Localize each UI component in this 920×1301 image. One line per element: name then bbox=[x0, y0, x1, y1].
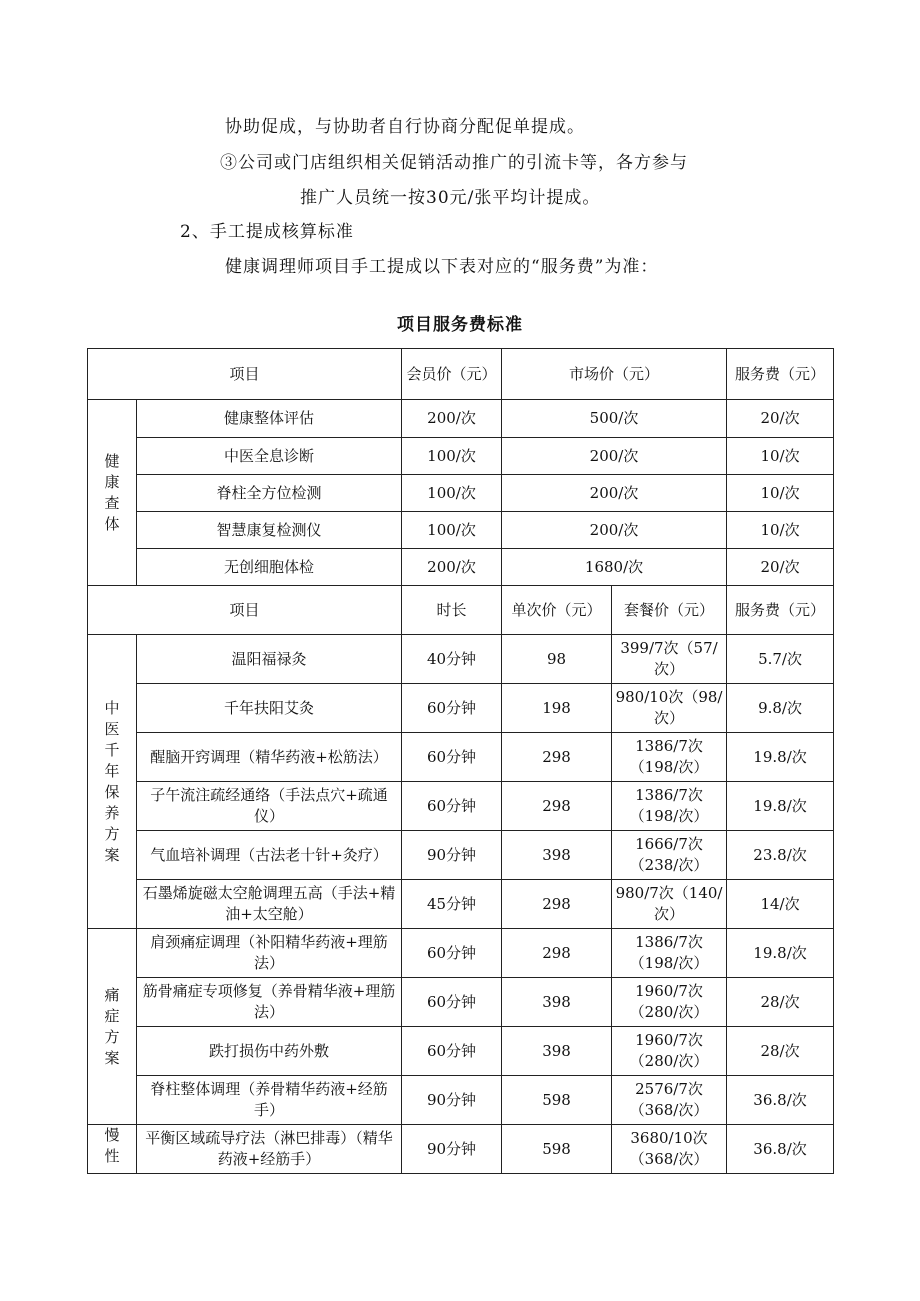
service-fee: 19.8/次 bbox=[727, 733, 834, 782]
package-price: 3680/10次（368/次） bbox=[612, 1125, 727, 1174]
paragraph-line-5: 健康调理师项目手工提成以下表对应的“服务费”为准： bbox=[225, 257, 659, 277]
item-name: 平衡区域疏导疗法（淋巴排毒）（精华药液+经筋手） bbox=[137, 1125, 402, 1174]
package-price: 1960/7次（280/次） bbox=[612, 978, 727, 1027]
single-price: 398 bbox=[502, 978, 612, 1027]
item-name: 子午流注疏经通络（手法点穴+疏通仪） bbox=[137, 782, 402, 831]
duration: 60分钟 bbox=[402, 782, 502, 831]
package-price: 980/7次（140/次） bbox=[612, 880, 727, 929]
table-row bbox=[88, 880, 834, 929]
single-price: 598 bbox=[502, 1076, 612, 1125]
single-price: 98 bbox=[502, 635, 612, 684]
service-fee: 23.8/次 bbox=[727, 831, 834, 880]
duration: 60分钟 bbox=[402, 733, 502, 782]
item-name: 肩颈痛症调理（补阳精华药液+理筋法） bbox=[137, 929, 402, 978]
table-row bbox=[88, 438, 834, 475]
single-price: 598 bbox=[502, 1125, 612, 1174]
header-duration: 时长 bbox=[402, 586, 502, 635]
table-row bbox=[88, 684, 834, 733]
item-name: 石墨烯旋磁太空舱调理五高（手法+精油+太空舱） bbox=[137, 880, 402, 929]
header-market-price: 市场价（元） bbox=[502, 349, 727, 400]
service-fee: 5.7/次 bbox=[727, 635, 834, 684]
single-price: 398 bbox=[502, 1027, 612, 1076]
header-service-fee: 服务费（元） bbox=[727, 586, 834, 635]
item-name: 筋骨痛症专项修复（养骨精华液+理筋法） bbox=[137, 978, 402, 1027]
duration: 90分钟 bbox=[402, 1076, 502, 1125]
market-price: 200/次 bbox=[502, 475, 727, 512]
item-name: 无创细胞体检 bbox=[137, 549, 402, 586]
market-price: 500/次 bbox=[502, 400, 727, 438]
group-label-text: 慢性 bbox=[104, 1126, 120, 1165]
service-fee: 28/次 bbox=[727, 978, 834, 1027]
table-row bbox=[88, 512, 834, 549]
service-fee: 19.8/次 bbox=[727, 929, 834, 978]
item-name: 智慧康复检测仪 bbox=[137, 512, 402, 549]
item-name: 脊柱整体调理（养骨精华药液+经筋手） bbox=[137, 1076, 402, 1125]
service-fee: 36.8/次 bbox=[727, 1125, 834, 1174]
table-row bbox=[88, 635, 834, 684]
item-name: 跌打损伤中药外敷 bbox=[137, 1027, 402, 1076]
service-fee: 19.8/次 bbox=[727, 782, 834, 831]
single-price: 198 bbox=[502, 684, 612, 733]
single-price: 298 bbox=[502, 929, 612, 978]
table-row bbox=[88, 1027, 834, 1076]
table-row bbox=[88, 782, 834, 831]
table-title: 项目服务费标准 bbox=[397, 315, 523, 335]
member-price: 100/次 bbox=[402, 475, 502, 512]
single-price: 298 bbox=[502, 880, 612, 929]
table-row bbox=[88, 831, 834, 880]
item-name: 醒脑开窍调理（精华药液+松筋法） bbox=[137, 733, 402, 782]
section-heading: 2、手工提成核算标准 bbox=[180, 222, 354, 242]
table-row bbox=[88, 929, 834, 978]
service-fee: 9.8/次 bbox=[727, 684, 834, 733]
single-price: 398 bbox=[502, 831, 612, 880]
market-price: 200/次 bbox=[502, 512, 727, 549]
header-package-price: 套餐价（元） bbox=[612, 586, 727, 635]
package-price: 2576/7次（368/次） bbox=[612, 1076, 727, 1125]
service-fee: 10/次 bbox=[727, 475, 834, 512]
package-price: 399/7次（57/次） bbox=[612, 635, 727, 684]
paragraph-line-2: ③公司或门店组织相关促销活动推广的引流卡等，各方参与 bbox=[220, 153, 688, 173]
group-label-text: 健康查体 bbox=[104, 451, 120, 533]
duration: 60分钟 bbox=[402, 929, 502, 978]
single-price: 298 bbox=[502, 733, 612, 782]
duration: 90分钟 bbox=[402, 831, 502, 880]
item-name: 脊柱全方位检测 bbox=[137, 475, 402, 512]
group-label-tcm bbox=[88, 635, 137, 929]
package-price: 1386/7次（198/次） bbox=[612, 929, 727, 978]
header-service-fee: 服务费（元） bbox=[727, 349, 834, 400]
table-row bbox=[88, 978, 834, 1027]
table-row bbox=[88, 475, 834, 512]
service-fee-table bbox=[87, 348, 834, 1174]
package-price: 980/10次（98/次） bbox=[612, 684, 727, 733]
item-name: 温阳福禄灸 bbox=[137, 635, 402, 684]
group-label-text: 痛症方案 bbox=[104, 985, 120, 1067]
member-price: 100/次 bbox=[402, 512, 502, 549]
header-single-price: 单次价（元） bbox=[502, 586, 612, 635]
duration: 60分钟 bbox=[402, 684, 502, 733]
service-fee: 20/次 bbox=[727, 549, 834, 586]
group-label-text: 中医千年保养方案 bbox=[104, 698, 120, 864]
group-label-chronic bbox=[88, 1125, 137, 1174]
paragraph-line-3: 推广人员统一按30元/张平均计提成。 bbox=[300, 188, 601, 208]
table-row bbox=[88, 733, 834, 782]
table-row bbox=[88, 549, 834, 586]
market-price: 200/次 bbox=[502, 438, 727, 475]
duration: 60分钟 bbox=[402, 1027, 502, 1076]
service-fee: 10/次 bbox=[727, 512, 834, 549]
duration: 40分钟 bbox=[402, 635, 502, 684]
package-price: 1960/7次（280/次） bbox=[612, 1027, 727, 1076]
service-fee: 36.8/次 bbox=[727, 1076, 834, 1125]
duration: 90分钟 bbox=[402, 1125, 502, 1174]
header-member-price: 会员价（元） bbox=[402, 349, 502, 400]
section2-header-row bbox=[88, 586, 834, 635]
package-price: 1666/7次（238/次） bbox=[612, 831, 727, 880]
single-price: 298 bbox=[502, 782, 612, 831]
item-name: 千年扶阳艾灸 bbox=[137, 684, 402, 733]
duration: 45分钟 bbox=[402, 880, 502, 929]
header-item: 项目 bbox=[88, 586, 402, 635]
member-price: 100/次 bbox=[402, 438, 502, 475]
section1-header-row bbox=[88, 349, 834, 400]
market-price: 1680/次 bbox=[502, 549, 727, 586]
service-fee: 28/次 bbox=[727, 1027, 834, 1076]
item-name: 气血培补调理（古法老十针+灸疗） bbox=[137, 831, 402, 880]
service-fee: 20/次 bbox=[727, 400, 834, 438]
duration: 60分钟 bbox=[402, 978, 502, 1027]
paragraph-line-1: 协助促成，与协助者自行协商分配促单提成。 bbox=[225, 117, 585, 137]
package-price: 1386/7次（198/次） bbox=[612, 782, 727, 831]
member-price: 200/次 bbox=[402, 400, 502, 438]
member-price: 200/次 bbox=[402, 549, 502, 586]
table-row bbox=[88, 1076, 834, 1125]
table-row bbox=[88, 1125, 834, 1174]
group-label-health-checkup bbox=[88, 400, 137, 586]
item-name: 中医全息诊断 bbox=[137, 438, 402, 475]
table-row bbox=[88, 400, 834, 438]
group-label-pain bbox=[88, 929, 137, 1125]
service-fee: 14/次 bbox=[727, 880, 834, 929]
header-item: 项目 bbox=[88, 349, 402, 400]
package-price: 1386/7次（198/次） bbox=[612, 733, 727, 782]
item-name: 健康整体评估 bbox=[137, 400, 402, 438]
service-fee: 10/次 bbox=[727, 438, 834, 475]
